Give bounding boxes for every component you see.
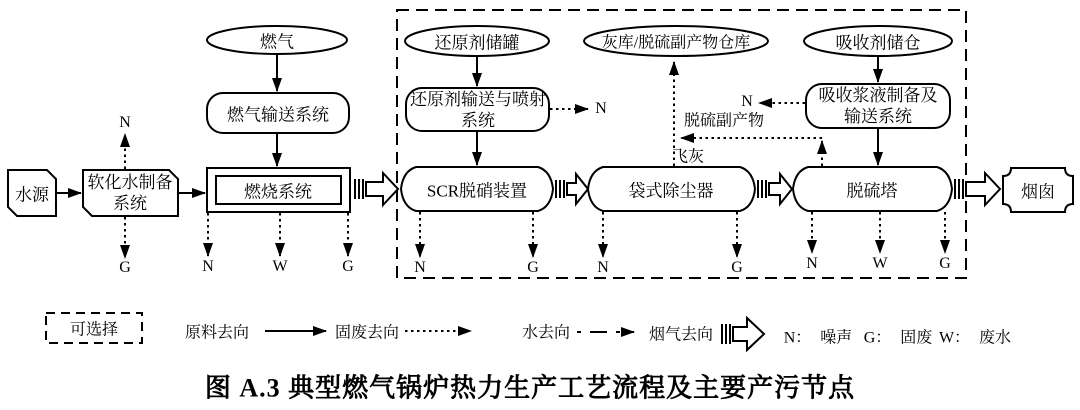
legend-key-wastewater-letter: W： (938, 329, 971, 347)
absorbent-store-label: 吸收剂储仓 (835, 33, 921, 53)
marker-softwater-noise: N (119, 114, 131, 131)
bag-filter-label: 袋式除尘器 (628, 181, 714, 201)
desulfur-tower-label: 脱硫塔 (846, 181, 898, 201)
soft-water-label (88, 172, 173, 214)
soft-water-label-line1: 软化水制备 (87, 173, 173, 192)
legend-water-label: 水去向 (521, 324, 571, 342)
legend-solid-waste-label: 固废去向 (334, 324, 400, 342)
water-source-label: 水源 (15, 185, 49, 205)
flue-arrow-tower-to-chimney (955, 173, 1000, 205)
legend-flue-gas-label: 烟气去向 (648, 326, 714, 344)
flue-arrow-combustion-to-scr (355, 173, 398, 205)
marker-scr-noise: N (414, 259, 426, 276)
legend-raw-material-label: 原料去向 (184, 324, 250, 342)
reductant-system-label-line1: 还原剂输送与喷射 (410, 90, 546, 109)
legend-key-solid-text: 固废 (900, 329, 933, 347)
legend-key-noise-letter: N： (783, 329, 812, 347)
slurry-system-label-line2: 输送系统 (844, 107, 912, 126)
marker-softwater-solid: G (119, 259, 131, 276)
reductant-system-label-line2: 系统 (461, 111, 495, 130)
chimney-label: 烟囱 (1021, 182, 1055, 202)
slurry-system-label (819, 85, 938, 127)
flue-arrow-scr-to-bag (556, 174, 588, 204)
reductant-tank-label: 还原剂储罐 (434, 33, 520, 53)
scr-label: SCR脱硝装置 (426, 181, 528, 201)
marker-reductant-noise: N (595, 100, 607, 117)
marker-combustion-noise: N (202, 258, 214, 275)
legend-key-solid-letter: G： (863, 329, 892, 347)
marker-combustion-solid: G (342, 258, 354, 275)
legend-flue-arrow-sample (722, 318, 764, 350)
legend-key-noise-text: 噪声 (820, 329, 853, 347)
marker-bag-noise: N (597, 259, 609, 276)
slurry-system-label-line1: 吸收浆液制备及 (818, 86, 938, 105)
marker-tower-wastewater: W (872, 255, 888, 272)
marker-tower-solid: G (939, 255, 951, 272)
gas-label: 燃气 (260, 32, 294, 52)
marker-slurry-noise: N (741, 93, 753, 110)
marker-tower-noise: N (806, 255, 818, 272)
marker-bag-solid: G (731, 259, 743, 276)
fly-ash-flow-label: 飞灰 (671, 148, 705, 166)
soft-water-label-line2: 系统 (113, 194, 147, 213)
flue-arrow-bag-to-tower (758, 174, 792, 204)
marker-combustion-wastewater: W (272, 258, 288, 275)
gas-transport-label: 燃气输送系统 (227, 105, 329, 125)
legend-key-solid (864, 325, 933, 348)
legend-key-noise (784, 325, 853, 348)
reductant-system-label (410, 89, 546, 131)
ash-store-label: 灰库/脱硫副产物仓库 (601, 34, 751, 52)
combustion-label: 燃烧系统 (244, 182, 312, 202)
marker-scr-solid: G (527, 259, 539, 276)
legend-optional-label: 可选择 (69, 321, 119, 339)
legend-key-wastewater (939, 325, 1011, 348)
figure-caption: 图 A.3 典型燃气锅炉热力生产工艺流程及主要产污节点 (204, 373, 856, 403)
desulfur-byproduct-flow-label: 脱硫副产物 (683, 112, 765, 130)
legend-key-wastewater-text: 废水 (979, 329, 1012, 347)
